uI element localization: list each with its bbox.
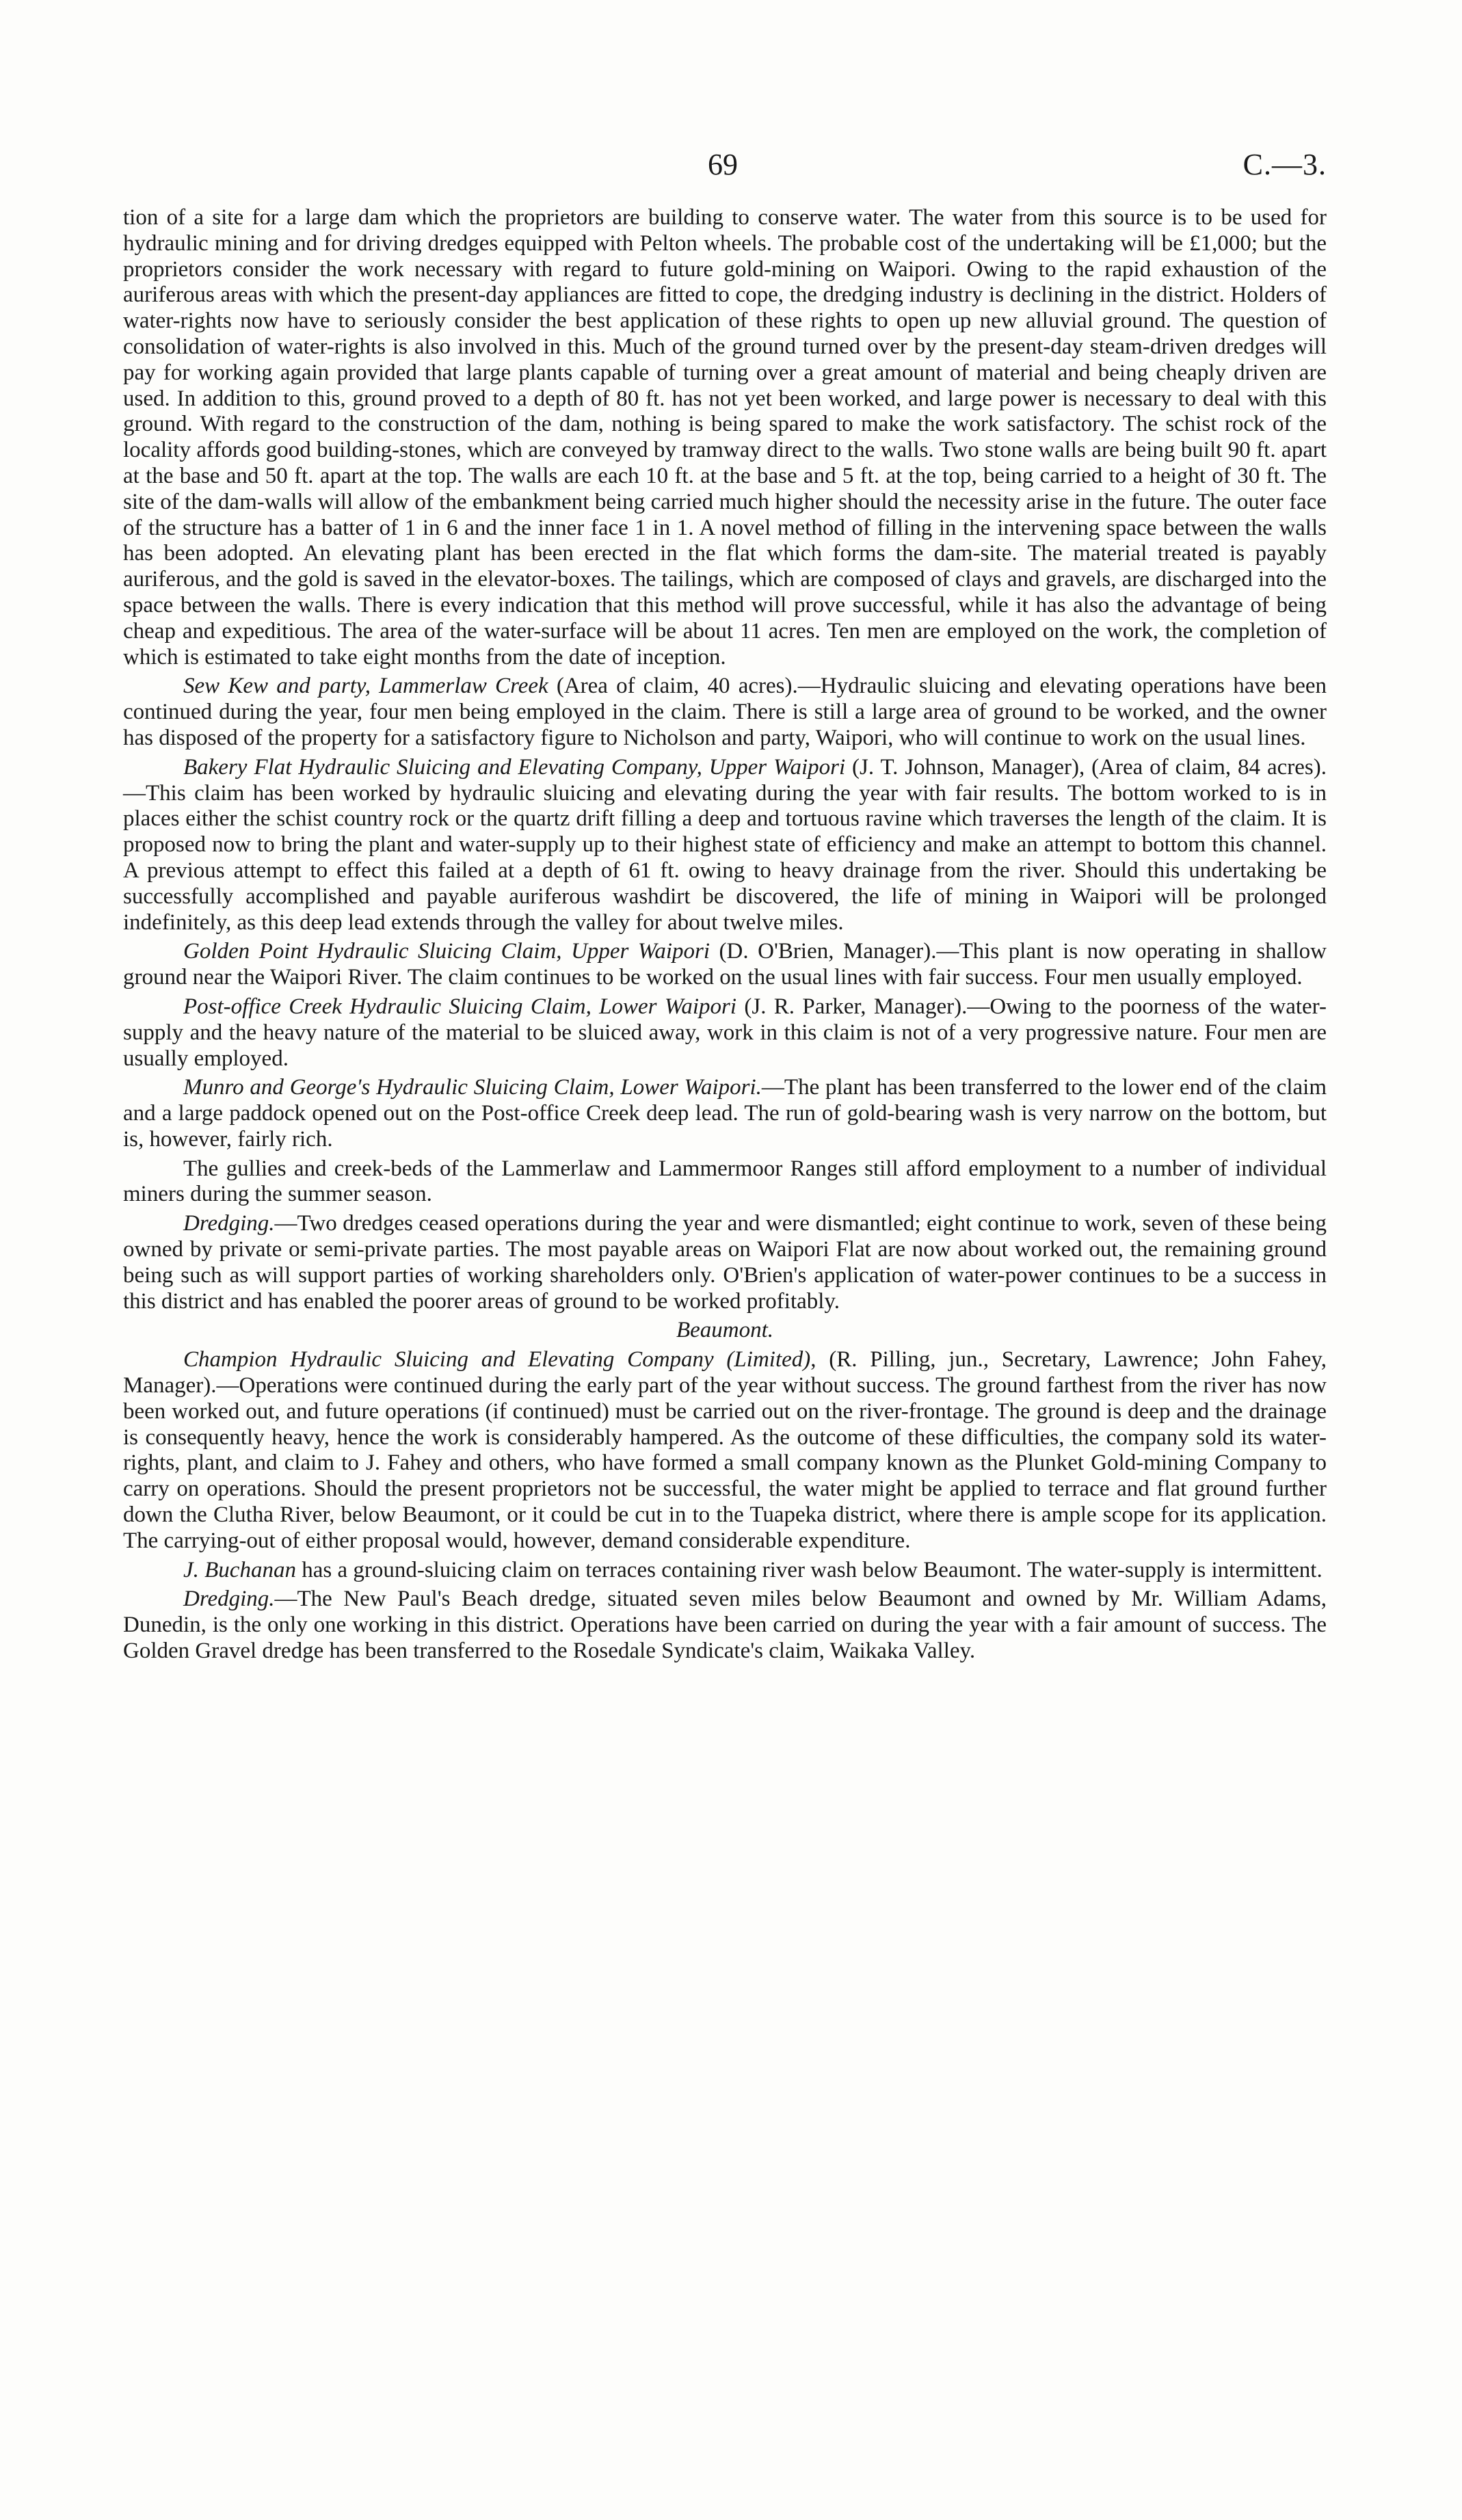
paragraph-gullies	[123, 1156, 1327, 1208]
paragraph-lead: Munro and George's Hydraulic Sluicing Claim, Lower Waipori.	[183, 1075, 762, 1100]
paragraph-text: The gullies and creek-beds of the Lammerlaw and Lammermoor Ranges still afford employment to a number of individual miners during the summer season.	[123, 1156, 1327, 1207]
paragraph-lead: Bakery Flat Hydraulic Sluicing and Elevating Company, Upper Waipori	[183, 754, 846, 780]
paragraph-dredging-beaumont	[123, 1587, 1327, 1664]
paragraph-text: —The New Paul's Beach dredge, situated seven miles below Beaumont and owned by Mr. William Adams, Dunedin, is the only one working in this district. Operations have been carried on during the year with a fair amount of success. The Golden Gravel dredge has been transferred to the Rosedale Syndicate's claim, Waikaka Valley.	[123, 1587, 1327, 1664]
paragraph-dredging-waipori	[123, 1211, 1327, 1314]
section-heading-beaumont: Beaumont.	[676, 1318, 774, 1343]
paragraph-lead: Post-office Creek Hydraulic Sluicing Claim, Lower Waipori	[183, 994, 737, 1019]
page-number: 69	[708, 148, 738, 181]
paragraph-text: —The plant has been transferred to the lower end of the claim and a large paddock opened out on the Post-office Creek deep lead. The run of gold-bearing wash is very narrow on the bottom, but is, however, fairly rich.	[123, 1075, 1327, 1152]
paragraph-dam-construction	[123, 205, 1327, 670]
paragraph-text: tion of a site for a large dam which the proprietors are building to conserve water. The water from this source is to be used for hydraulic mining and for driving dredges equipped with Pelton wheels. The probable cost of the undertaking will be £1,000; but the proprietors consider the work necessary with regard to future gold-mining on Waipori. Owing to the rapid exhaustion of the auriferous areas with which the present-day appliances are fitted to cope, the dredging industry is declining in the district. Holders of water-rights now have to seriously consider the best application of these rights to open up new alluvial ground. The question of consolidation of water-rights is also involved in this. Much of the ground turned over by the present-day steam-driven dredges will pay for working again provided that large plants capable of turning over a great amount of material and being cheaply driven are used. In addition to this, ground proved to a depth of 80 ft. has not yet been worked, and large power is necessary to deal with this ground. With regard to the construction of the dam, nothing is being spared to make the work satisfactory. The schist rock of the locality affords good building-stones, which are conveyed by tramway direct to the walls. Two stone walls are being built 90 ft. apart at the base and 50 ft. apart at the top. The walls are each 10 ft. at the base and 5 ft. at the top, being carried to a height of 30 ft. The site of the dam-walls will allow of the embankment being carried much higher should the necessity arise in the future. The outer face of the structure has a batter of 1 in 6 and the inner face 1 in 1. A novel method of filling in the intervening space between the walls has been adopted. An elevating plant has been erected in the flat which forms the dam-site. The material treated is payably auriferous, and the gold is saved in the elevator-boxes. The tailings, which are composed of clays and gravels, are discharged into the space between the walls. There is every indication that this method will prove successful, while it has also the advantage of being cheap and expeditious. The area of the water-surface will be about 11 acres. Ten men are employed on the work, the completion of which is estimated to take eight months from the date of inception.	[123, 205, 1327, 669]
body-text	[123, 205, 1327, 1668]
paragraph-text: (J. R. Parker, Manager).—Owing to the poorness of the water-supply and the heavy nature of the material to be sluiced away, work in this claim is not of a very progressive nature. Four men are usually employed.	[123, 994, 1327, 1071]
paragraph-golden-point	[123, 939, 1327, 991]
paragraph-lead: Dredging.	[183, 1211, 275, 1236]
page-header	[123, 147, 1327, 188]
paragraph-text: (Area of claim, 40 acres).—Hydraulic sluicing and elevating operations have been continued during the year, four men being employed in the claim. There is still a large area of ground to be worked, and the owner has disposed of the property for a satisfactory figure to Nicholson and party, Waipori, who will continue to work on the usual lines.	[123, 674, 1327, 750]
paragraph-lead: Sew Kew and party, Lammerlaw Creek	[183, 674, 548, 699]
paragraph-text: , (R. Pilling, jun., Secretary, Lawrence; John Fahey, Manager).—Operations were continued during the early part of the year without success. The ground farthest from the river has now been worked out, and future operations (if continued) must be carried out on the river-frontage. The ground is deep and the drainage is consequently heavy, hence the work is considerably hampered. As the outcome of these difficulties, the company sold its water-rights, plant, and claim to J. Fahey and others, who have formed a small company known as the Plunket Gold-mining Company to carry on operations. Should the present proprietors not be successful, the water might be applied to terrace and flat ground further down the Clutha River, below Beaumont, or it could be cut in to the Tuapeka district, where there is ample scope for its application. The carrying-out of either proposal would, however, demand considerable expenditure.	[123, 1347, 1327, 1553]
paragraph-lead: J. Buchanan	[183, 1557, 296, 1582]
paragraph-text: has a ground-sluicing claim on terraces containing river wash below Beaumont. The water-supply is intermittent.	[295, 1557, 1323, 1582]
document-code: C.—3.	[1242, 148, 1327, 181]
paragraph-sew-kew	[123, 674, 1327, 751]
paragraph-lead: Dredging.	[183, 1587, 275, 1612]
paragraph-post-office-creek	[123, 994, 1327, 1072]
paragraph-lead: Champion Hydraulic Sluicing and Elevating Company (Limited)	[183, 1347, 811, 1372]
paragraph-buchanan	[123, 1558, 1327, 1584]
paragraph-text: (D. O'Brien, Manager).—This plant is now operating in shallow ground near the Waipori River. The claim continues to be worked on the usual lines with fair success. Four men usually employed.	[123, 939, 1327, 990]
paragraph-munro-george	[123, 1075, 1327, 1152]
paragraph-lead: Golden Point Hydraulic Sluicing Claim, Upper Waipori	[183, 939, 710, 964]
paragraph-text: —Two dredges ceased operations during the year and were dismantled; eight continue to work, seven of these being owned by private or semi-private parties. The most payable areas on Waipori Flat are now about worked out, the remaining ground being such as will support parties of working shareholders only. O'Brien's application of water-power continues to be a success in this district and has enabled the poorer areas of ground to be worked profitably.	[123, 1211, 1327, 1314]
paragraph-champion	[123, 1347, 1327, 1554]
paragraph-text: (J. T. Johnson, Manager), (Area of claim, 84 acres).—This claim has been worked by hydraulic sluicing and elevating during the year with fair results. The bottom worked to is in places either the schist country rock or the quartz drift filling a deep and tortuous ravine which traverses the length of the claim. It is proposed now to bring the plant and water-supply up to their highest state of efficiency and make an attempt to bottom this channel. A previous attempt to effect this failed at a depth of 61 ft. owing to heavy drainage from the river. Should this undertaking be successfully accomplished and payable auriferous washdirt be discovered, the life of mining in Waipori will be prolonged indefinitely, as this deep lead extends through the valley for about twelve miles.	[123, 754, 1327, 935]
paragraph-bakery-flat	[123, 755, 1327, 936]
